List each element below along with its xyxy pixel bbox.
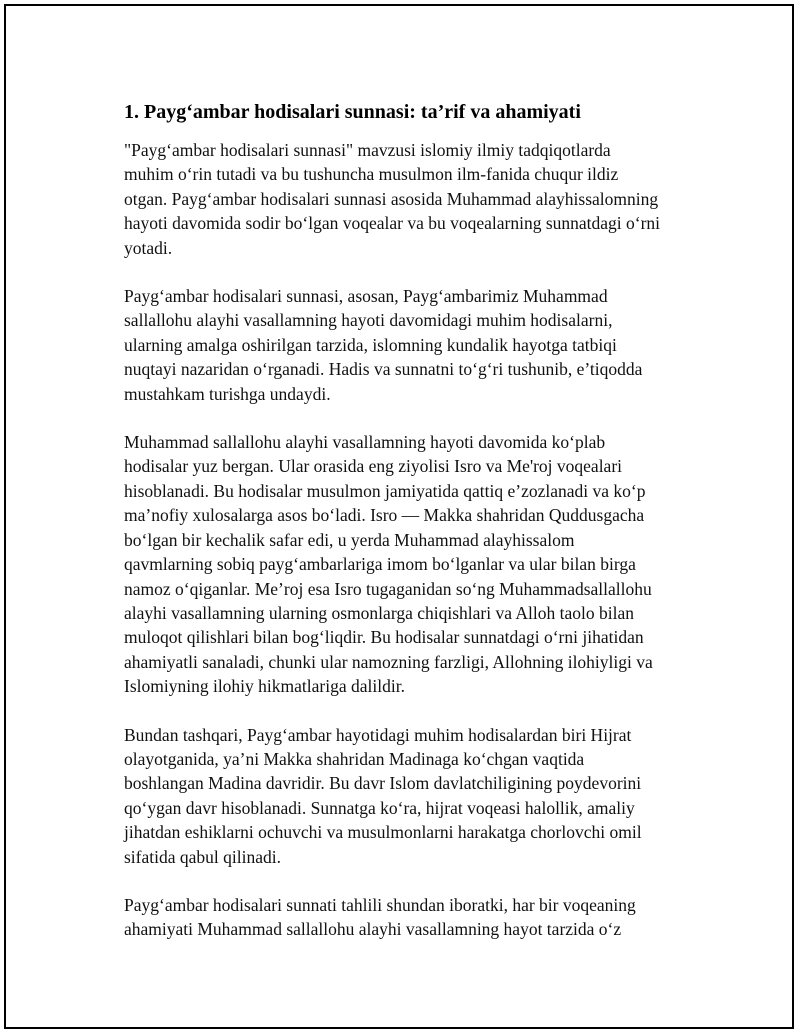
paragraph-definition: Payg‘ambar hodisalari sunnasi, asosan, Payg‘ambarimiz Muhammad sallallohu alayhi vasallamning hayoti davomidagi muhim hodisalarni, ularning amalga oshirilgan tarzida, islomning kundalik hayotga tatbiqi nuqtayi nazaridan o‘rganadi. Hadis va sunnatni to‘g‘ri tushunib, e’tiqodda mustahkam turishga undaydi. (124, 286, 643, 404)
paragraph-isro-meroj: Muhammad sallallohu alayhi vasallamning hayoti davomida ko‘plab hodisalar yuz bergan. Ular orasida eng ziyolisi Isro va Me'roj voqealari hisoblanadi. Bu hodisalar musulmon jamiyatida qattiq e’zozlanadi va ko‘p ma’nofiy xulosalarga asos bo‘ladi. Isro — Makka shahridan Quddusgacha bo‘lgan bir kechalik safar edi, u yerda Muhammad alayhissalom qavmlarning sobiq payg‘ambarlariga imom bo‘lganlar va ular bilan birga namoz o‘qiganlar. Me’roj esa Isro tugaganidan so‘ng Muhammadsallallohu alayhi vasallamning ularning osmonlarga chiqishlari va Alloh taolo bilan muloqot qilishlari bilan bog‘liqdir. Bu hodisalar sunnatdagi o‘rni jihatidan ahamiyatli sanaladi, chunki ular namozning farzligi, Allohning ilohiyligi va Islomiyning ilohiy hikmatlariga dalildir. (124, 432, 653, 697)
section-heading: 1. Payg‘ambar hodisalari sunnasi: ta’rif va ahamiyati (124, 101, 581, 123)
paragraph-analysis: Payg‘ambar hodisalari sunnati tahlili shundan iboratki, har bir voqeaning ahamiyati Muhammad sallallohu alayhi vasallamning hayot tarzida o‘z (124, 894, 636, 940)
document-body (124, 99, 704, 966)
paragraph-hijrat: Bundan tashqari, Payg‘ambar hayotidagi muhim hodisalardan biri Hijrat olayotganida, ya’ni Makka shahridan Madinaga ko‘chgan vaqtida boshlangan Madina davridir. Bu davr Islom davlatchiligining poydevorini qo‘ygan davr hisoblanadi. Sunnatga ko‘ra, hijrat voqeasi halollik, amaliy jihatdan eshiklarni ochuvchi va musulmonlarni harakatga chorlovchi omil sifatida qabul qilinadi. (124, 724, 642, 867)
page-frame (4, 4, 794, 1029)
paragraph-intro: "Payg‘ambar hodisalari sunnasi" mavzusi islomiy ilmiy tadqiqotlarda muhim o‘rin tutadi va bu tushuncha musulmon ilm-fanida chuqur ildiz otgan. Payg‘ambar hodisalari sunnasi asosida Muhammad alayhissalomning hayoti davomida sodir bo‘lgan voqealar va bu voqealarning sunnatdagi o‘rni yotadi. (124, 140, 661, 258)
